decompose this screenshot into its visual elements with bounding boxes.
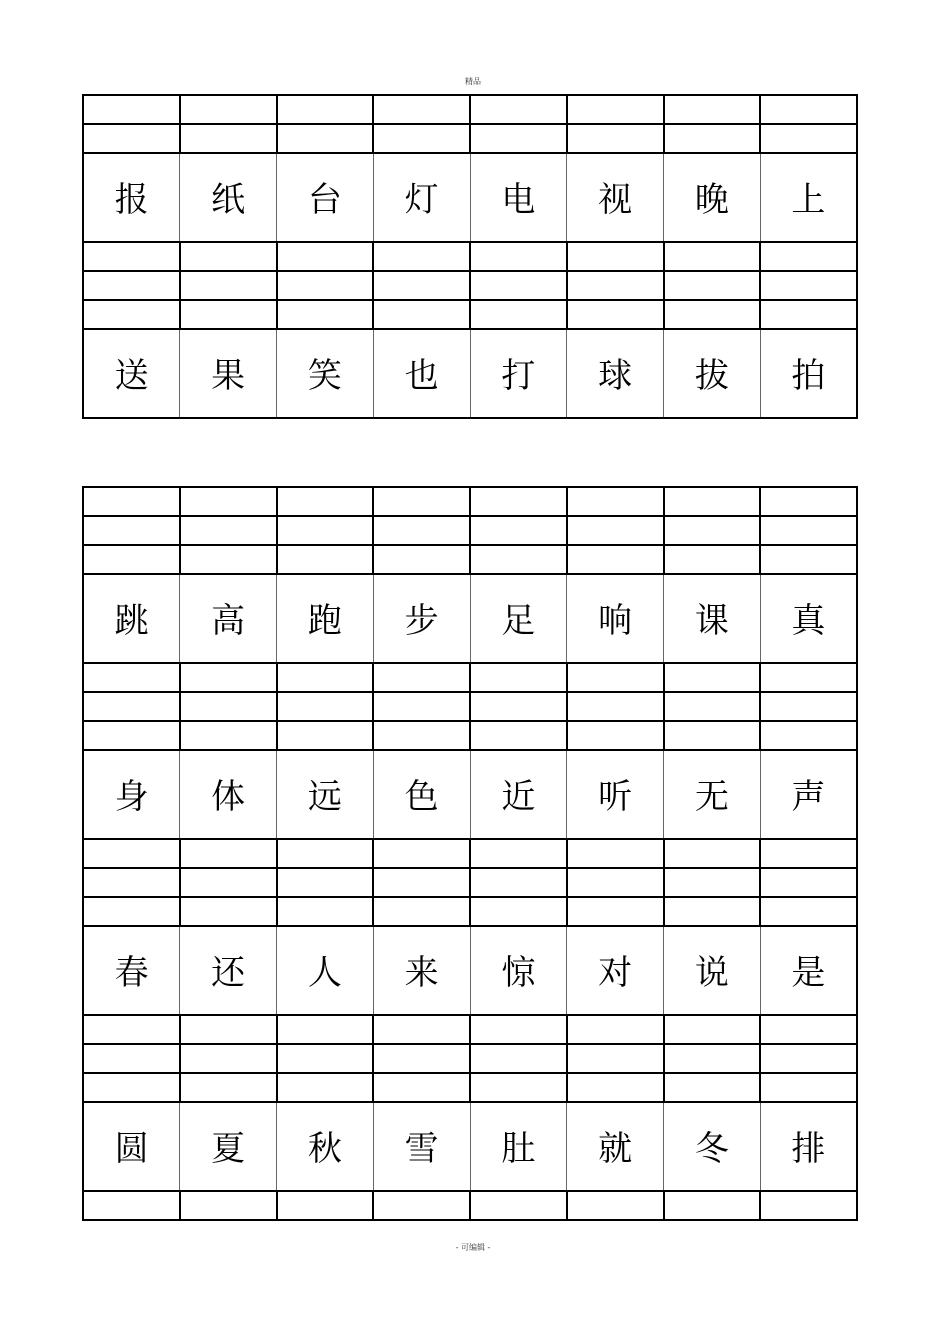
writing-cell — [83, 1015, 180, 1044]
writing-cell — [567, 897, 664, 926]
writing-cell — [180, 300, 277, 329]
writing-cell — [277, 487, 374, 516]
writing-cell — [760, 545, 857, 574]
writing-cell — [760, 1044, 857, 1073]
writing-cell — [277, 516, 374, 545]
character-cell: 纸 — [180, 153, 277, 242]
writing-cell — [373, 545, 470, 574]
writing-cell — [470, 124, 567, 153]
writing-cell — [760, 487, 857, 516]
character-cell: 果 — [180, 329, 277, 418]
writing-row — [83, 487, 857, 516]
writing-cell — [470, 897, 567, 926]
writing-cell — [760, 1015, 857, 1044]
writing-cell — [180, 839, 277, 868]
writing-cell — [83, 271, 180, 300]
character-cell: 雪 — [373, 1102, 470, 1191]
writing-cell — [470, 1191, 567, 1220]
writing-cell — [567, 839, 664, 868]
writing-cell — [180, 1015, 277, 1044]
writing-cell — [277, 545, 374, 574]
writing-cell — [567, 1015, 664, 1044]
character-row — [83, 153, 857, 242]
character-cell: 晚 — [664, 153, 761, 242]
character-cell: 也 — [373, 329, 470, 418]
writing-cell — [760, 242, 857, 271]
writing-row — [83, 242, 857, 271]
character-cell: 灯 — [373, 153, 470, 242]
writing-cell — [664, 1044, 761, 1073]
character-cell: 拔 — [664, 329, 761, 418]
writing-cell — [277, 1073, 374, 1102]
writing-cell — [277, 839, 374, 868]
writing-cell — [277, 692, 374, 721]
writing-cell — [567, 1191, 664, 1220]
writing-cell — [180, 692, 277, 721]
writing-cell — [180, 868, 277, 897]
writing-cell — [83, 300, 180, 329]
writing-cell — [760, 516, 857, 545]
character-cell: 真 — [760, 574, 857, 663]
writing-cell — [180, 487, 277, 516]
writing-cell — [277, 1015, 374, 1044]
character-row — [83, 329, 857, 418]
writing-cell — [373, 1044, 470, 1073]
writing-cell — [373, 516, 470, 545]
writing-cell — [277, 124, 374, 153]
writing-cell — [277, 271, 374, 300]
writing-cell — [760, 839, 857, 868]
writing-row — [83, 721, 857, 750]
writing-cell — [760, 124, 857, 153]
character-cell: 报 — [83, 153, 180, 242]
writing-cell — [760, 95, 857, 124]
character-grid-1 — [82, 94, 858, 419]
writing-cell — [760, 1073, 857, 1102]
writing-cell — [373, 868, 470, 897]
writing-cell — [373, 271, 470, 300]
character-row — [83, 1102, 857, 1191]
writing-cell — [180, 1191, 277, 1220]
character-cell: 身 — [83, 750, 180, 839]
character-row — [83, 750, 857, 839]
character-cell: 笑 — [277, 329, 374, 418]
character-cell: 课 — [664, 574, 761, 663]
character-cell: 排 — [760, 1102, 857, 1191]
writing-cell — [180, 663, 277, 692]
writing-cell — [373, 897, 470, 926]
character-cell: 来 — [373, 926, 470, 1015]
writing-cell — [664, 95, 761, 124]
writing-cell — [664, 839, 761, 868]
writing-cell — [83, 545, 180, 574]
character-cell: 冬 — [664, 1102, 761, 1191]
writing-row — [83, 300, 857, 329]
writing-cell — [470, 1015, 567, 1044]
writing-cell — [664, 271, 761, 300]
writing-cell — [567, 692, 664, 721]
writing-cell — [83, 897, 180, 926]
character-cell: 拍 — [760, 329, 857, 418]
writing-cell — [470, 271, 567, 300]
writing-cell — [664, 124, 761, 153]
writing-cell — [567, 1044, 664, 1073]
writing-cell — [277, 300, 374, 329]
writing-cell — [180, 1044, 277, 1073]
writing-row — [83, 663, 857, 692]
writing-row — [83, 1044, 857, 1073]
character-cell: 视 — [567, 153, 664, 242]
writing-row — [83, 1073, 857, 1102]
writing-cell — [180, 95, 277, 124]
writing-cell — [664, 1191, 761, 1220]
writing-cell — [180, 721, 277, 750]
writing-cell — [470, 839, 567, 868]
character-cell: 远 — [277, 750, 374, 839]
writing-cell — [373, 124, 470, 153]
character-cell: 说 — [664, 926, 761, 1015]
writing-cell — [760, 271, 857, 300]
writing-row — [83, 271, 857, 300]
writing-cell — [83, 839, 180, 868]
character-cell: 圆 — [83, 1102, 180, 1191]
writing-cell — [664, 242, 761, 271]
writing-cell — [664, 721, 761, 750]
writing-cell — [470, 721, 567, 750]
character-cell: 秋 — [277, 1102, 374, 1191]
character-cell: 是 — [760, 926, 857, 1015]
writing-cell — [470, 1073, 567, 1102]
writing-cell — [567, 95, 664, 124]
character-cell: 近 — [470, 750, 567, 839]
writing-cell — [277, 95, 374, 124]
writing-cell — [373, 242, 470, 271]
writing-cell — [277, 897, 374, 926]
writing-row — [83, 124, 857, 153]
writing-cell — [470, 300, 567, 329]
writing-cell — [470, 1044, 567, 1073]
writing-row — [83, 516, 857, 545]
writing-cell — [83, 95, 180, 124]
writing-cell — [373, 721, 470, 750]
writing-cell — [567, 124, 664, 153]
character-grid-2 — [82, 486, 858, 1221]
writing-cell — [760, 897, 857, 926]
writing-cell — [567, 516, 664, 545]
writing-cell — [470, 95, 567, 124]
writing-cell — [470, 242, 567, 271]
character-cell: 球 — [567, 329, 664, 418]
writing-cell — [277, 1191, 374, 1220]
character-cell: 无 — [664, 750, 761, 839]
writing-cell — [567, 1073, 664, 1102]
writing-cell — [664, 545, 761, 574]
character-cell: 色 — [373, 750, 470, 839]
character-row — [83, 574, 857, 663]
writing-cell — [664, 663, 761, 692]
writing-cell — [83, 1044, 180, 1073]
writing-row — [83, 95, 857, 124]
character-cell: 还 — [180, 926, 277, 1015]
writing-row — [83, 868, 857, 897]
writing-cell — [760, 663, 857, 692]
writing-cell — [470, 692, 567, 721]
character-cell: 跳 — [83, 574, 180, 663]
writing-cell — [83, 663, 180, 692]
writing-cell — [83, 692, 180, 721]
character-cell: 高 — [180, 574, 277, 663]
writing-cell — [760, 692, 857, 721]
character-cell: 体 — [180, 750, 277, 839]
writing-row — [83, 1015, 857, 1044]
writing-cell — [180, 516, 277, 545]
writing-cell — [277, 721, 374, 750]
character-cell: 步 — [373, 574, 470, 663]
character-cell: 台 — [277, 153, 374, 242]
writing-cell — [664, 1073, 761, 1102]
page-header: 精品 — [465, 77, 481, 86]
writing-cell — [277, 663, 374, 692]
character-cell: 对 — [567, 926, 664, 1015]
writing-row — [83, 839, 857, 868]
character-cell: 人 — [277, 926, 374, 1015]
writing-cell — [470, 487, 567, 516]
writing-cell — [373, 1015, 470, 1044]
writing-cell — [83, 487, 180, 516]
character-cell: 打 — [470, 329, 567, 418]
writing-cell — [83, 868, 180, 897]
writing-cell — [373, 839, 470, 868]
writing-cell — [180, 124, 277, 153]
writing-cell — [567, 545, 664, 574]
writing-cell — [470, 663, 567, 692]
writing-cell — [567, 721, 664, 750]
character-cell: 春 — [83, 926, 180, 1015]
writing-cell — [277, 1044, 374, 1073]
writing-cell — [83, 516, 180, 545]
character-cell: 就 — [567, 1102, 664, 1191]
writing-cell — [760, 721, 857, 750]
writing-cell — [83, 1073, 180, 1102]
character-cell: 上 — [760, 153, 857, 242]
character-cell: 电 — [470, 153, 567, 242]
writing-cell — [373, 95, 470, 124]
writing-cell — [373, 692, 470, 721]
writing-cell — [664, 516, 761, 545]
character-cell: 送 — [83, 329, 180, 418]
writing-cell — [373, 300, 470, 329]
writing-cell — [664, 897, 761, 926]
character-cell: 肚 — [470, 1102, 567, 1191]
writing-cell — [373, 1073, 470, 1102]
writing-cell — [567, 300, 664, 329]
writing-cell — [664, 487, 761, 516]
writing-cell — [567, 242, 664, 271]
writing-cell — [470, 868, 567, 897]
writing-cell — [373, 1191, 470, 1220]
writing-cell — [180, 271, 277, 300]
writing-cell — [180, 242, 277, 271]
writing-cell — [567, 868, 664, 897]
writing-row — [83, 1191, 857, 1220]
writing-cell — [180, 545, 277, 574]
writing-cell — [83, 1191, 180, 1220]
writing-cell — [567, 487, 664, 516]
writing-cell — [760, 1191, 857, 1220]
character-cell: 响 — [567, 574, 664, 663]
writing-row — [83, 692, 857, 721]
writing-row — [83, 897, 857, 926]
character-cell: 声 — [760, 750, 857, 839]
character-cell: 足 — [470, 574, 567, 663]
character-row — [83, 926, 857, 1015]
character-cell: 夏 — [180, 1102, 277, 1191]
writing-cell — [83, 242, 180, 271]
writing-cell — [373, 663, 470, 692]
writing-cell — [760, 300, 857, 329]
writing-cell — [664, 300, 761, 329]
writing-cell — [180, 897, 277, 926]
writing-cell — [664, 692, 761, 721]
writing-cell — [567, 271, 664, 300]
writing-cell — [83, 124, 180, 153]
writing-cell — [567, 663, 664, 692]
character-cell: 惊 — [470, 926, 567, 1015]
writing-cell — [277, 242, 374, 271]
writing-row — [83, 545, 857, 574]
writing-cell — [760, 868, 857, 897]
page-footer: - 可编辑 - — [455, 1243, 491, 1252]
writing-cell — [664, 868, 761, 897]
writing-cell — [470, 545, 567, 574]
writing-cell — [470, 516, 567, 545]
writing-cell — [180, 1073, 277, 1102]
character-cell: 听 — [567, 750, 664, 839]
writing-cell — [277, 868, 374, 897]
character-cell: 跑 — [277, 574, 374, 663]
writing-cell — [83, 721, 180, 750]
writing-cell — [664, 1015, 761, 1044]
writing-cell — [373, 487, 470, 516]
